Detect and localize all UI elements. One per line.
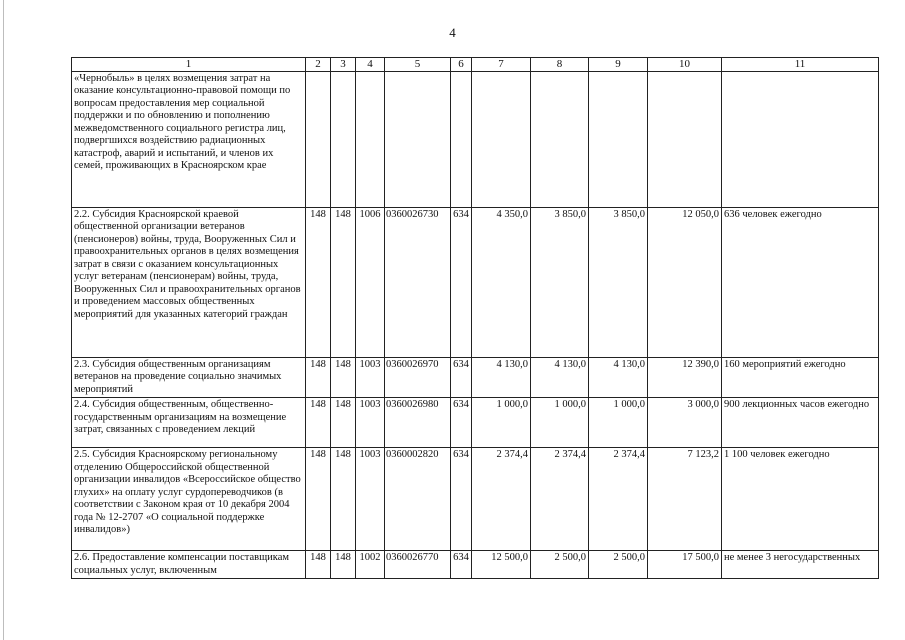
row-description: 2.4. Субсидия общественным, общественно-государственным организациям на возмещение затрат, связанных с проведением лекций	[72, 398, 306, 448]
table-cell-c5: 0360002820	[385, 448, 451, 551]
table-row	[72, 357, 879, 398]
table-cell-c11: не менее 3 негосударственных	[722, 551, 879, 579]
table-row	[72, 551, 879, 579]
column-number: 5	[385, 58, 451, 72]
table-cell-c8: 2 374,4	[531, 448, 589, 551]
table-row	[72, 398, 879, 448]
column-number: 4	[356, 58, 385, 72]
table-cell-c2	[306, 71, 331, 207]
table-cell-c5: 0360026980	[385, 398, 451, 448]
table-cell-c6: 634	[451, 398, 472, 448]
table-cell-c2: 148	[306, 448, 331, 551]
table-cell-c8: 3 850,0	[531, 207, 589, 357]
table-cell-c4	[356, 71, 385, 207]
table-cell-c9: 2 500,0	[589, 551, 648, 579]
table-cell-c6: 634	[451, 207, 472, 357]
table-row	[72, 448, 879, 551]
column-number: 8	[531, 58, 589, 72]
table-cell-c2: 148	[306, 357, 331, 398]
table-cell-c11: 160 мероприятий ежегодно	[722, 357, 879, 398]
table-cell-c8: 2 500,0	[531, 551, 589, 579]
table-cell-c10: 7 123,2	[648, 448, 722, 551]
table-cell-c6: 634	[451, 357, 472, 398]
table-cell-c3: 148	[331, 551, 356, 579]
table-cell-c6	[451, 71, 472, 207]
table-cell-c3: 148	[331, 398, 356, 448]
column-number-row	[72, 58, 879, 72]
column-number: 10	[648, 58, 722, 72]
table-row	[72, 71, 879, 207]
table-cell-c8	[531, 71, 589, 207]
table-cell-c10: 3 000,0	[648, 398, 722, 448]
table-cell-c9: 3 850,0	[589, 207, 648, 357]
table-cell-c9	[589, 71, 648, 207]
column-number: 2	[306, 58, 331, 72]
table-cell-c6: 634	[451, 448, 472, 551]
table-cell-c7	[472, 71, 531, 207]
table-cell-c7: 12 500,0	[472, 551, 531, 579]
page-number: 4	[449, 25, 456, 40]
table-cell-c4: 1003	[356, 357, 385, 398]
table-cell-c7: 2 374,4	[472, 448, 531, 551]
column-number: 9	[589, 58, 648, 72]
table-cell-c5: 0360026730	[385, 207, 451, 357]
table-cell-c5	[385, 71, 451, 207]
table-cell-c10: 12 390,0	[648, 357, 722, 398]
table-cell-c8: 1 000,0	[531, 398, 589, 448]
table-cell-c4: 1003	[356, 448, 385, 551]
table-cell-c11	[722, 71, 879, 207]
table-cell-c9: 4 130,0	[589, 357, 648, 398]
row-description: 2.3. Субсидия общественным организациям ветеранов на проведение социально значимых мероприятий	[72, 357, 306, 398]
budget-table	[71, 57, 879, 579]
table-cell-c2: 148	[306, 551, 331, 579]
column-number: 7	[472, 58, 531, 72]
table-cell-c9: 1 000,0	[589, 398, 648, 448]
row-description: 2.2. Субсидия Красноярской краевой общественной организации ветеранов (пенсионеров) войны, труда, Вооруженных Сил и правоохранительных органов в целях возмещения затрат в связи с оказанием консультационных услуг ветеранам (пенсионерам) войны, труда, Вооруженных Сил и правоохранительных органов и проведением массовых общественных мероприятий для указанных категорий граждан	[72, 207, 306, 357]
table-cell-c2: 148	[306, 207, 331, 357]
column-number: 3	[331, 58, 356, 72]
table-cell-c4: 1002	[356, 551, 385, 579]
table-cell-c9: 2 374,4	[589, 448, 648, 551]
table-cell-c3: 148	[331, 207, 356, 357]
table-row	[72, 207, 879, 357]
table-cell-c3	[331, 71, 356, 207]
table-cell-c10: 17 500,0	[648, 551, 722, 579]
table-cell-c7: 4 350,0	[472, 207, 531, 357]
table-cell-c6: 634	[451, 551, 472, 579]
table-cell-c7: 1 000,0	[472, 398, 531, 448]
table-cell-c3: 148	[331, 357, 356, 398]
table-cell-c4: 1006	[356, 207, 385, 357]
row-description: 2.5. Субсидия Красноярскому региональному отделению Общероссийской общественной организации инвалидов «Всероссийское общество глухих» на оплату услуг сурдопереводчиков (в соответствии с Законом края от 10 декабря 2004 года № 12-2707 «О социальной поддержке инвалидов»)	[72, 448, 306, 551]
table-cell-c4: 1003	[356, 398, 385, 448]
column-number: 11	[722, 58, 879, 72]
table-cell-c7: 4 130,0	[472, 357, 531, 398]
row-description: 2.6. Предоставление компенсации поставщикам социальных услуг, включенным	[72, 551, 306, 579]
table-cell-c2: 148	[306, 398, 331, 448]
column-number: 6	[451, 58, 472, 72]
table-cell-c10: 12 050,0	[648, 207, 722, 357]
table-cell-c10	[648, 71, 722, 207]
table-cell-c11: 636 человек ежегодно	[722, 207, 879, 357]
table-cell-c5: 0360026970	[385, 357, 451, 398]
page-edge	[3, 0, 4, 640]
table-cell-c3: 148	[331, 448, 356, 551]
table-cell-c11: 1 100 человек ежегодно	[722, 448, 879, 551]
column-number: 1	[72, 58, 306, 72]
table-cell-c11: 900 лекционных часов ежегодно	[722, 398, 879, 448]
table-cell-c5: 0360026770	[385, 551, 451, 579]
table-cell-c8: 4 130,0	[531, 357, 589, 398]
row-description: «Чернобыль» в целях возмещения затрат на оказание консультационно-правовой помощи по вопросам предоставления мер социальной поддержки и по обновлению и пополнению межведомственного социального регистра лиц, подвергшихся воздействию радиационных катастроф, аварий и испытаний, и членов их семей, проживающих в Красноярском крае	[72, 71, 306, 207]
